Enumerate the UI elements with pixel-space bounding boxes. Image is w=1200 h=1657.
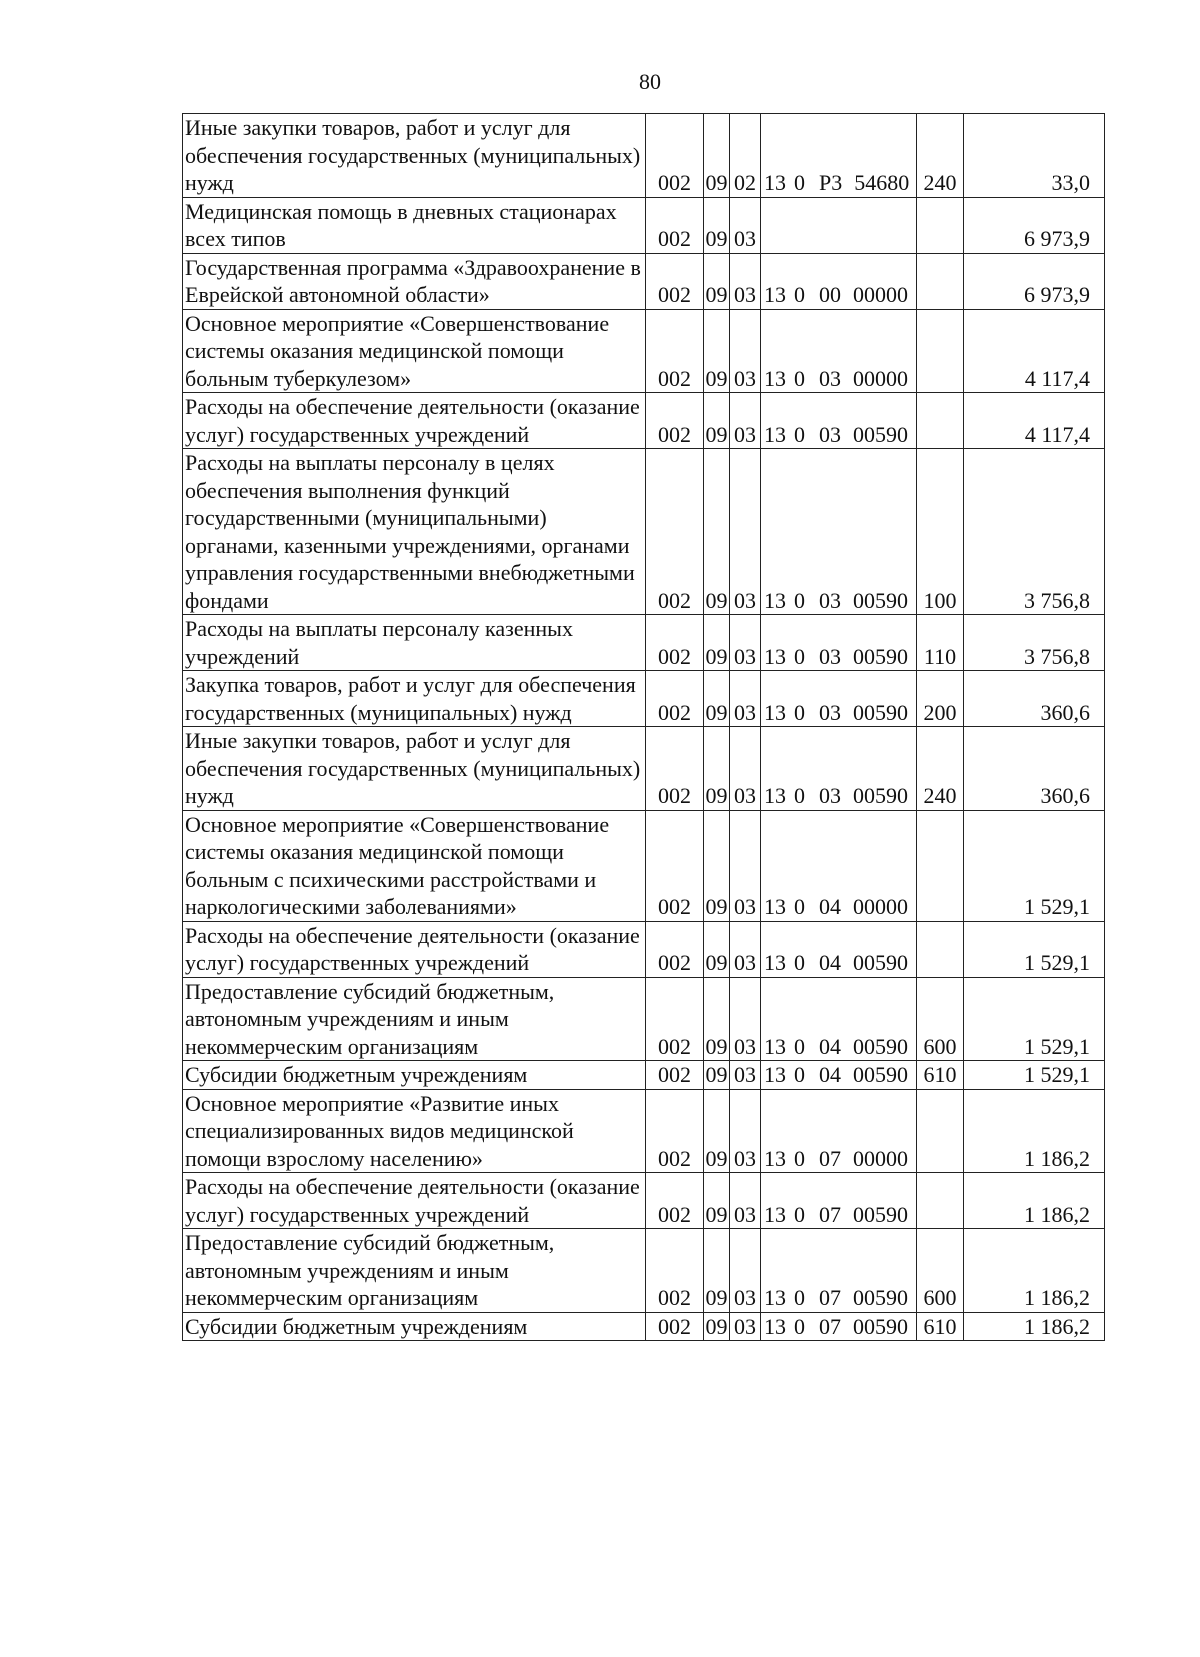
subsection-code-cell: 03 (730, 449, 761, 615)
target-article-part: 13 (764, 1033, 786, 1059)
target-article-part: 00000 (853, 1145, 908, 1171)
target-article-part: 00590 (853, 1313, 908, 1339)
section-code-cell: 09 (704, 449, 730, 615)
expense-type-cell: 610 (917, 1312, 964, 1341)
subsection-code-cell: 03 (730, 309, 761, 393)
target-article-part: 00590 (853, 699, 908, 725)
amount-cell: 3 756,8 (964, 449, 1105, 615)
budget-table-body (183, 114, 1105, 1341)
admin-code-cell: 002 (646, 114, 704, 198)
target-article-part: 0 (794, 1145, 805, 1171)
table-row (183, 114, 1105, 198)
target-article-part: 03 (819, 421, 841, 447)
target-article-part: 03 (819, 643, 841, 669)
section-code-cell: 09 (704, 727, 730, 811)
target-article-part: 00590 (853, 587, 908, 613)
amount-cell: 1 186,2 (964, 1312, 1105, 1341)
target-article-part: 07 (819, 1145, 841, 1171)
name-cell: Закупка товаров, работ и услуг для обеспечения государственных (муниципальных) нужд (183, 671, 646, 727)
admin-code-cell: 002 (646, 1229, 704, 1313)
section-code-cell: 09 (705, 1313, 728, 1339)
target-article-cell (761, 921, 917, 977)
section-code-cell: 09 (704, 921, 730, 977)
target-article-part: 13 (764, 421, 786, 447)
target-article-cell (761, 727, 917, 811)
target-article-cell (761, 977, 917, 1061)
target-article-part: 0 (794, 1201, 805, 1227)
subsection-code-cell: 03 (730, 977, 761, 1061)
admin-code-cell: 002 (646, 977, 704, 1061)
amount-cell: 1 529,1 (964, 810, 1105, 921)
target-article-part: 0 (794, 1313, 805, 1339)
subsection-code-cell: 03 (730, 1061, 761, 1090)
section-code-cell: 09 (704, 1229, 730, 1313)
target-article-part: 0 (794, 950, 805, 975)
admin-code-cell: 002 (646, 393, 704, 449)
subsection-code-cell: 03 (730, 727, 761, 811)
target-article-part: 13 (764, 1201, 786, 1227)
name-cell: Иные закупки товаров, работ и услуг для обеспечения государственных (муниципальных) нужд (183, 727, 646, 811)
subsection-code-cell: 03 (730, 1229, 761, 1313)
amount-cell: 3 756,8 (964, 615, 1105, 671)
name-cell: Расходы на выплаты персоналу казенных учреждений (183, 615, 646, 671)
table-row (183, 1061, 1105, 1090)
target-article-part: 03 (819, 783, 841, 808)
admin-code-cell: 002 (646, 921, 704, 977)
target-article-part: 04 (819, 950, 841, 975)
target-article-part: 00590 (853, 1285, 908, 1310)
name-cell: Расходы на обеспечение деятельности (оказание услуг) государственных учреждений (183, 393, 646, 449)
target-article-part: 00590 (853, 643, 908, 669)
section-code-cell: 09 (704, 1173, 730, 1229)
target-article-part: 0 (794, 894, 805, 919)
target-article-part: 13 (764, 699, 786, 725)
target-article-part: 00000 (853, 365, 908, 391)
target-article-part: 04 (819, 1033, 841, 1059)
amount-cell: 33,0 (964, 114, 1105, 198)
target-article-cell (761, 810, 917, 921)
table-row (183, 1089, 1105, 1173)
expense-type-cell: 240 (917, 727, 964, 811)
target-article-part: 00590 (853, 421, 908, 447)
subsection-code-cell: 03 (730, 615, 761, 671)
target-article-part: 03 (819, 699, 841, 725)
expense-type-cell: 200 (917, 671, 964, 727)
name-cell: Субсидии бюджетным учреждениям (183, 1312, 646, 1341)
expense-type-cell (917, 309, 964, 393)
table-row (183, 1173, 1105, 1229)
admin-code-cell: 002 (646, 810, 704, 921)
section-code-cell: 09 (704, 309, 730, 393)
target-article-part: 13 (764, 1062, 786, 1087)
admin-code-cell: 002 (646, 1089, 704, 1173)
expense-type-cell (917, 1173, 964, 1229)
target-article-part: 03 (819, 587, 841, 613)
target-article-part: 13 (764, 1285, 786, 1310)
target-article-part: 13 (764, 643, 786, 669)
name-cell: Предоставление субсидий бюджетным, автономным учреждениям и иным некоммерческим организациям (183, 1229, 646, 1313)
target-article-part: 0 (794, 365, 805, 391)
name-cell: Иные закупки товаров, работ и услуг для обеспечения государственных (муниципальных) нужд (183, 114, 646, 198)
admin-code-cell: 002 (646, 727, 704, 811)
admin-code-cell: 002 (646, 671, 704, 727)
amount-cell: 1 529,1 (964, 1061, 1105, 1090)
subsection-code-cell: 03 (730, 1173, 761, 1229)
target-article-cell (761, 1061, 917, 1090)
section-code-cell: 09 (704, 810, 730, 921)
subsection-code-cell: 03 (730, 393, 761, 449)
amount-cell: 1 529,1 (964, 921, 1105, 977)
subsection-code-cell: 03 (730, 1089, 761, 1173)
section-code-cell: 09 (704, 977, 730, 1061)
target-article-cell (761, 1312, 917, 1341)
target-article-cell (761, 615, 917, 671)
amount-cell: 360,6 (964, 727, 1105, 811)
expense-type-cell (917, 810, 964, 921)
table-row (183, 197, 1105, 253)
target-article-part: 04 (819, 894, 841, 919)
name-cell: Медицинская помощь в дневных стационарах всех типов (183, 197, 646, 253)
amount-cell: 6 973,9 (964, 253, 1105, 309)
target-article-part: 0 (794, 1033, 805, 1059)
table-row (183, 810, 1105, 921)
target-article-part: 13 (764, 1145, 786, 1171)
expense-type-cell: 600 (917, 977, 964, 1061)
section-code-cell: 09 (704, 393, 730, 449)
budget-table (182, 113, 1105, 1341)
target-article-part: Р3 (819, 170, 843, 195)
target-article-part: 0 (794, 282, 805, 307)
target-article-part: 00000 (853, 282, 908, 307)
name-cell: Основное мероприятие «Совершенствование системы оказания медицинской помощи больным туберкулезом» (183, 309, 646, 393)
admin-code-cell: 002 (646, 309, 704, 393)
name-cell: Государственная программа «Здравоохранение в Еврейской автономной области» (183, 253, 646, 309)
target-article-part: 13 (764, 282, 786, 307)
table-row (183, 1312, 1105, 1341)
target-article-part: 13 (764, 894, 786, 919)
table-row (183, 615, 1105, 671)
section-code-cell: 09 (704, 253, 730, 309)
expense-type-cell (917, 921, 964, 977)
admin-code-cell: 002 (646, 197, 704, 253)
target-article-part: 00590 (853, 1201, 908, 1227)
table-row (183, 393, 1105, 449)
admin-code-cell: 002 (646, 1061, 704, 1090)
amount-cell: 1 186,2 (964, 1173, 1105, 1229)
name-cell: Расходы на обеспечение деятельности (оказание услуг) государственных учреждений (183, 1173, 646, 1229)
subsection-code-cell: 03 (730, 1312, 761, 1341)
target-article-cell (761, 449, 917, 615)
name-cell: Субсидии бюджетным учреждениям (183, 1061, 646, 1090)
name-cell: Расходы на выплаты персоналу в целях обеспечения выполнения функций государственными (муниципальными) органами, казенными учреждениями, органами управления государственными внебюджетными фондами (183, 449, 646, 615)
section-code-cell: 09 (704, 1089, 730, 1173)
target-article-cell (761, 671, 917, 727)
expense-type-cell: 610 (917, 1061, 964, 1090)
table-row (183, 727, 1105, 811)
amount-cell: 1 529,1 (964, 977, 1105, 1061)
amount-cell: 1 186,2 (964, 1229, 1105, 1313)
subsection-code-cell: 03 (730, 810, 761, 921)
subsection-code-cell: 03 (730, 253, 761, 309)
expense-type-cell: 100 (917, 449, 964, 615)
target-article-part: 00590 (853, 950, 908, 975)
subsection-code-cell: 03 (730, 921, 761, 977)
expense-type-cell: 110 (917, 615, 964, 671)
expense-type-cell: 240 (917, 114, 964, 198)
target-article-part: 00590 (853, 783, 908, 808)
target-article-part: 07 (819, 1201, 841, 1227)
target-article-part: 0 (794, 587, 805, 613)
target-article-cell (761, 197, 917, 253)
target-article-part: 04 (819, 1062, 841, 1087)
name-cell: Расходы на обеспечение деятельности (оказание услуг) государственных учреждений (183, 921, 646, 977)
target-article-part: 54680 (854, 170, 910, 195)
target-article-part: 13 (764, 587, 786, 613)
target-article-part: 13 (764, 170, 786, 195)
amount-cell: 4 117,4 (964, 393, 1105, 449)
target-article-part: 0 (794, 421, 805, 447)
expense-type-cell (917, 253, 964, 309)
target-article-part: 0 (794, 643, 805, 669)
section-code-cell: 09 (705, 1062, 728, 1087)
expense-type-cell (917, 1089, 964, 1173)
name-cell: Основное мероприятие «Совершенствование системы оказания медицинской помощи больным с психическими расстройствами и наркологическими заболеваниями» (183, 810, 646, 921)
target-article-part: 07 (819, 1313, 841, 1339)
target-article-part: 13 (764, 783, 786, 808)
target-article-part: 0 (794, 170, 805, 195)
admin-code-cell: 002 (646, 253, 704, 309)
expense-type-cell (917, 197, 964, 253)
name-cell: Основное мероприятие «Развитие иных специализированных видов медицинской помощи взрослому населению» (183, 1089, 646, 1173)
target-article-part: 00590 (853, 1062, 908, 1087)
table-row (183, 253, 1105, 309)
admin-code-cell: 002 (646, 615, 704, 671)
target-article-part: 0 (794, 1062, 805, 1087)
table-row (183, 921, 1105, 977)
section-code-cell: 09 (704, 615, 730, 671)
target-article-cell (761, 114, 917, 198)
table-row (183, 309, 1105, 393)
subsection-code-cell: 03 (730, 671, 761, 727)
admin-code-cell: 002 (646, 1312, 704, 1341)
amount-cell: 4 117,4 (964, 309, 1105, 393)
target-article-cell (761, 309, 917, 393)
target-article-part: 13 (764, 950, 786, 975)
page-number: 80 (639, 69, 661, 94)
target-article-part: 0 (794, 699, 805, 725)
section-code-cell: 09 (704, 114, 730, 198)
target-article-part: 00590 (853, 1033, 908, 1059)
table-row (183, 977, 1105, 1061)
admin-code-cell: 002 (646, 1173, 704, 1229)
section-code-cell: 09 (704, 671, 730, 727)
target-article-cell (761, 1173, 917, 1229)
target-article-part: 03 (819, 365, 841, 391)
target-article-cell (761, 393, 917, 449)
amount-cell: 360,6 (964, 671, 1105, 727)
target-article-part: 13 (764, 1313, 786, 1339)
table-row (183, 449, 1105, 615)
target-article-cell (761, 253, 917, 309)
table-row (183, 1229, 1105, 1313)
amount-cell: 1 186,2 (964, 1089, 1105, 1173)
table-row (183, 671, 1105, 727)
target-article-cell (761, 1089, 917, 1173)
target-article-part: 13 (764, 365, 786, 391)
expense-type-cell: 600 (917, 1229, 964, 1313)
section-code-cell: 09 (704, 197, 730, 253)
name-cell: Предоставление субсидий бюджетным, автономным учреждениям и иным некоммерческим организациям (183, 977, 646, 1061)
amount-cell: 6 973,9 (964, 197, 1105, 253)
subsection-code-cell: 03 (730, 197, 761, 253)
target-article-part: 00 (819, 282, 841, 307)
target-article-part: 07 (819, 1285, 841, 1310)
subsection-code-cell: 02 (730, 114, 761, 198)
target-article-part: 00000 (853, 894, 908, 919)
target-article-part: 0 (794, 1285, 805, 1310)
target-article-cell (761, 1229, 917, 1313)
target-article-part: 0 (794, 783, 805, 808)
admin-code-cell: 002 (646, 449, 704, 615)
expense-type-cell (917, 393, 964, 449)
